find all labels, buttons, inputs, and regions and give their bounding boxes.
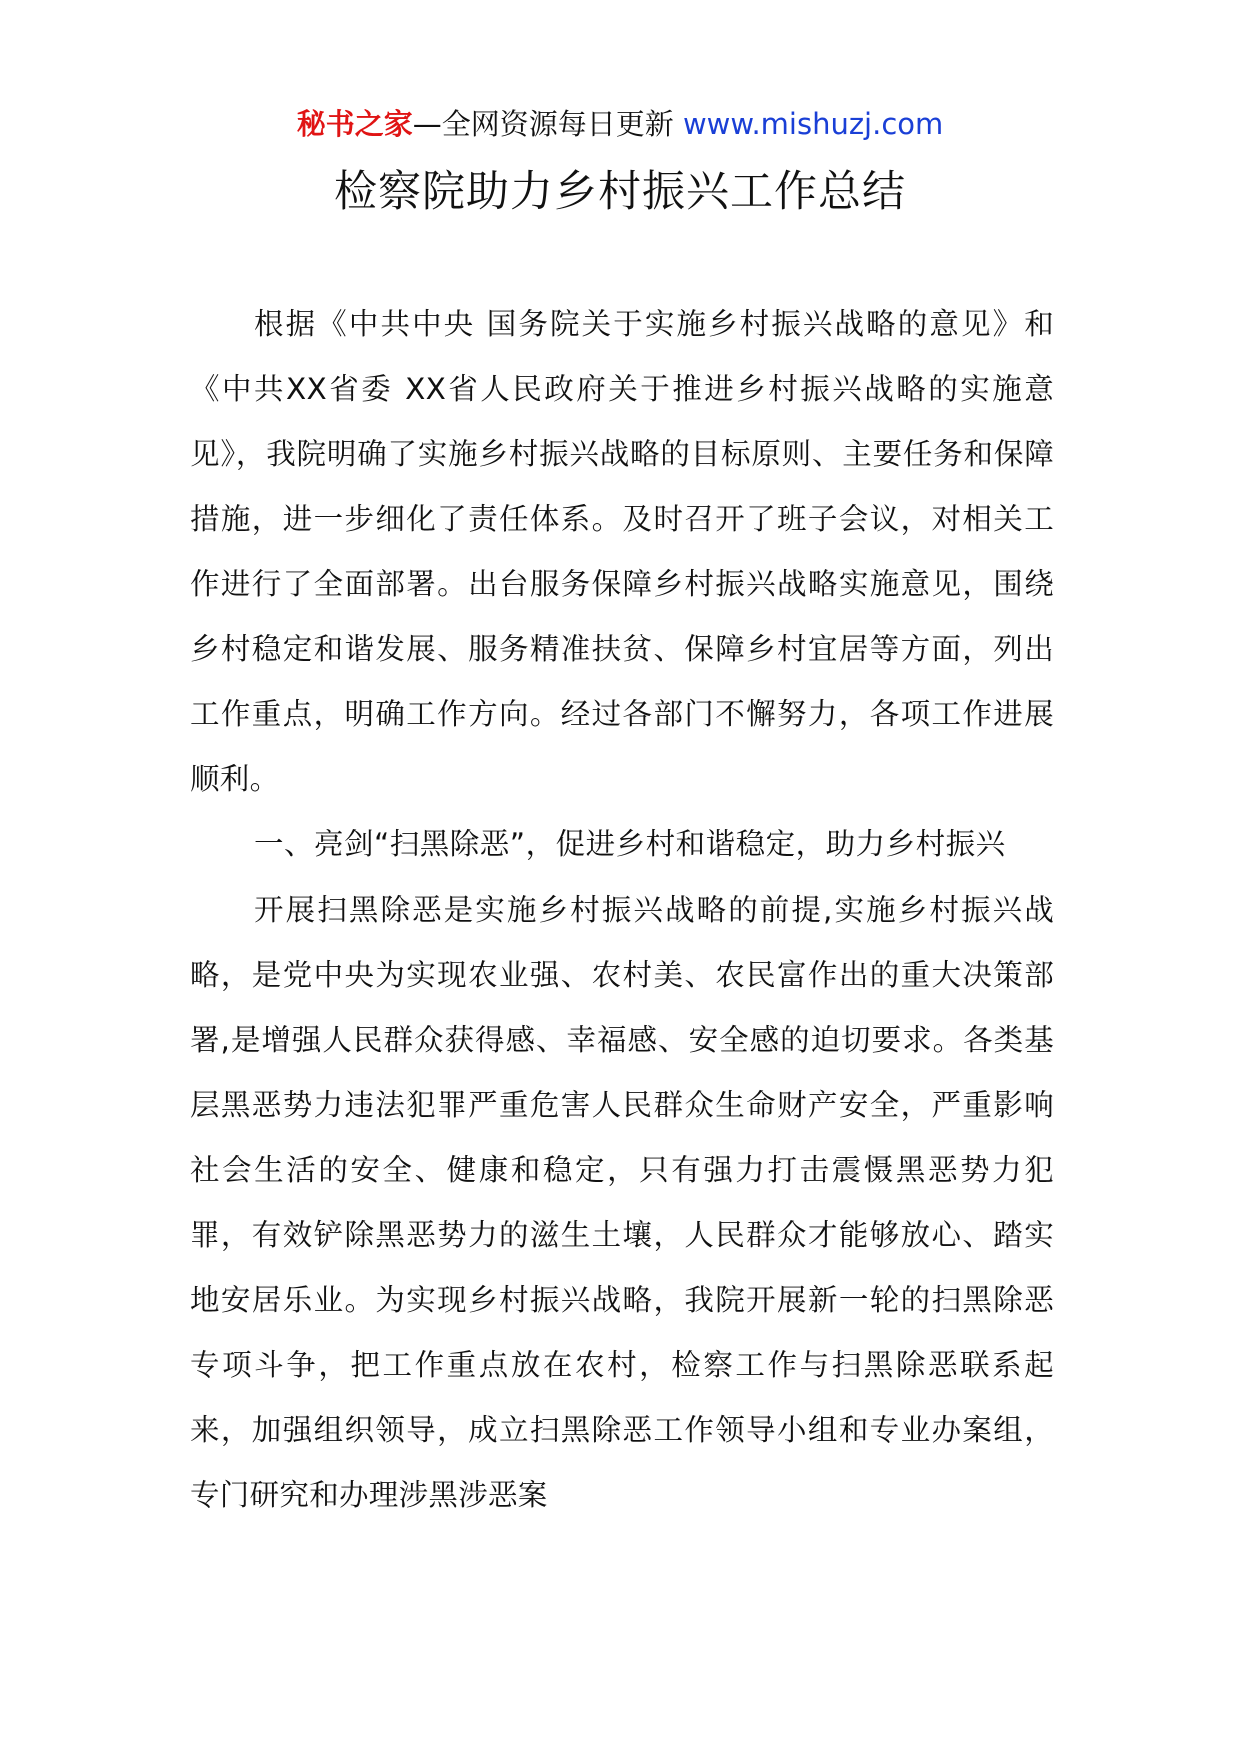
document-body — [190, 292, 1054, 1528]
site-tagline: —全网资源每日更新 — [412, 107, 674, 141]
document-title: 检察院助力乡村振兴工作总结 — [334, 167, 906, 217]
site-header — [0, 102, 1240, 146]
paragraph-section-1: 开展扫黑除恶是实施乡村振兴战略的前提,实施乡村振兴战略，是党中央为实现农业强、农村美、农民富作出的重大决策部署,是增强人民群众获得感、幸福感、安全感的迫切要求。各类基层黑恶势力违法犯罪严重危害人民群众生命财产安全，严重影响社会生活的安全、健康和稳定，只有强力打击震慑黑恶势力犯罪，有效铲除黑恶势力的滋生土壤，人民群众才能够放心、踏实地安居乐业。为实现乡村振兴战略，我院开展新一轮的扫黑除恶专项斗争，把工作重点放在农村，检察工作与扫黑除恶联系起来，加强组织领导，成立扫黑除恶工作领导小组和专业办案组，专门研究和办理涉黑涉恶案 — [190, 893, 1054, 1512]
section-heading: 一、亮剑“扫黑除恶”，促进乡村和谐稳定，助力乡村振兴 — [254, 827, 1006, 861]
site-brand: 秘书之家 — [296, 107, 413, 141]
site-url[interactable]: www.mishuzj.com — [682, 107, 944, 141]
paragraph-intro: 根据《中共中央 国务院关于实施乡村振兴战略的意见》和《中共XX省委 XX省人民政府关于推进乡村振兴战略的实施意见》，我院明确了实施乡村振兴战略的目标原则、主要任务和保障措施，进一步细化了责任体系。及时召开了班子会议，对相关工作进行了全面部署。出台服务保障乡村振兴战略实施意见，围绕乡村稳定和谐发展、服务精准扶贫、保障乡村宜居等方面，列出工作重点，明确工作方向。经过各部门不懈努力，各项工作进展顺利。 — [190, 307, 1054, 796]
